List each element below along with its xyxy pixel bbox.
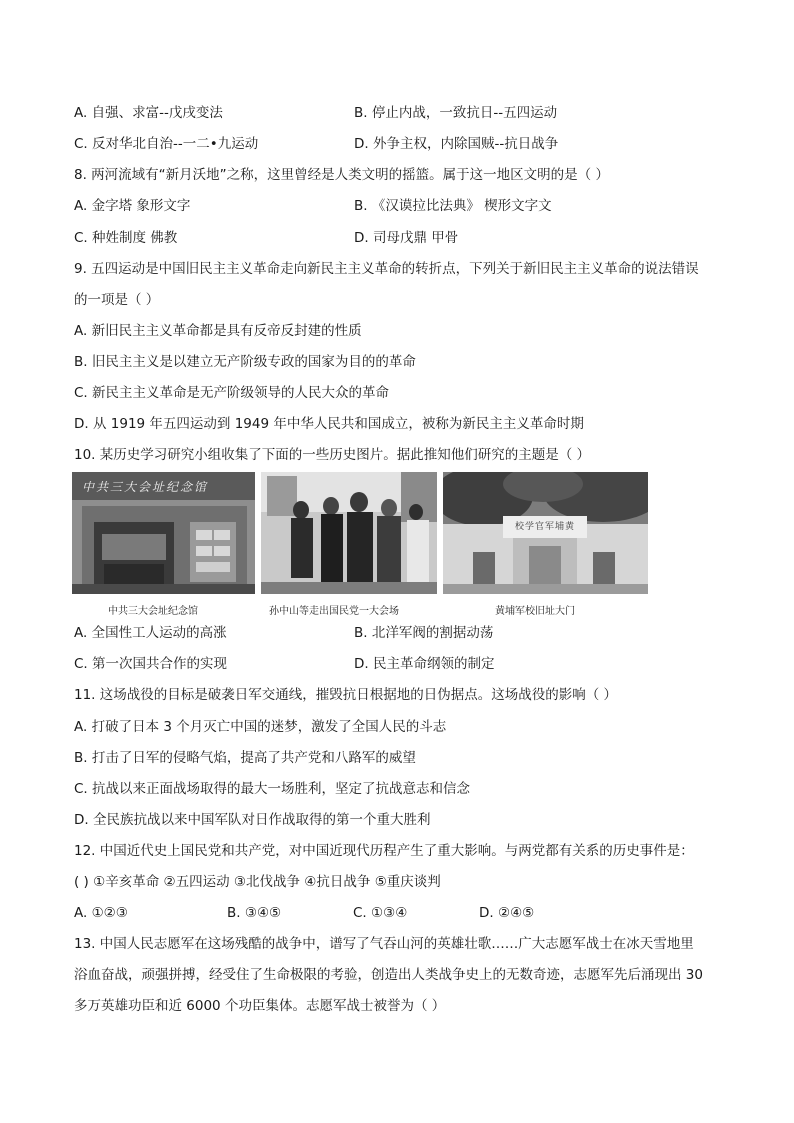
q10-photo-strip xyxy=(72,472,648,622)
q11-option-d: D. 全民族抗战以来中国军队对日作战取得的第一个重大胜利 xyxy=(74,812,431,828)
memorial-sign: 中共三大会址纪念馆 xyxy=(82,480,209,494)
q11-option-a: A. 打破了日本 3 个月灭亡中国的迷梦，激发了全国人民的斗志 xyxy=(74,719,447,735)
caption-sun-yatsen: 孙中山等走出国民党一大会场 xyxy=(269,606,399,617)
q12-stem-line2: ( ) ①辛亥革命 ②五四运动 ③北伐战争 ④抗日战争 ⑤重庆谈判 xyxy=(74,874,441,890)
whampoa-gate-photo xyxy=(443,472,648,594)
q12-option-b: B. ③④⑤ xyxy=(227,905,282,921)
q13-stem-line1: 13. 中国人民志愿军在这场残酷的战争中，谱写了气吞山河的英雄壮歌……广大志愿军战士在冰天雪地里 xyxy=(74,936,694,952)
q12-option-c: C. ①③④ xyxy=(353,905,408,921)
caption-whampoa: 黄埔军校旧址大门 xyxy=(495,606,575,617)
q13-stem-line2: 浴血奋战，顽强拼搏，经受住了生命极限的考验，创造出人类战争史上的无数奇迹，志愿军先后涌现出 30 xyxy=(74,967,703,983)
q11-option-c: C. 抗战以来正面战场取得的最大一场胜利，坚定了抗战意志和信念 xyxy=(74,781,471,797)
q10-option-b: B. 北洋军阀的割据动荡 xyxy=(354,625,494,641)
q9-option-a: A. 新旧民主主义革命都是具有反帝反封建的性质 xyxy=(74,323,362,339)
q9-stem-line2: 的一项是（ ） xyxy=(74,292,160,308)
q7-option-c: C. 反对华北自治--一二•九运动 xyxy=(74,136,259,152)
caption-memorial-hall: 中共三大会址纪念馆 xyxy=(108,606,198,617)
q11-option-b: B. 打击了日军的侵略气焰，提高了共产党和八路军的威望 xyxy=(74,750,416,766)
q11-stem: 11. 这场战役的目标是破袭日军交通线，摧毁抗日根据地的日伪据点。这场战役的影响（ ） xyxy=(74,687,618,703)
q8-option-d: D. 司母戊鼎 甲骨 xyxy=(354,230,459,246)
q9-option-b: B. 旧民主主义是以建立无产阶级专政的国家为目的的革命 xyxy=(74,354,416,370)
q8-option-b: B. 《汉谟拉比法典》 楔形文字文 xyxy=(354,198,552,214)
q8-option-c: C. 种姓制度 佛教 xyxy=(74,230,178,246)
q9-option-d: D. 从 1919 年五四运动到 1949 年中华人民共和国成立，被称为新民主主义革命时期 xyxy=(74,416,584,432)
q10-option-c: C. 第一次国共合作的实现 xyxy=(74,656,228,672)
q12-stem-line1: 12. 中国近代史上国民党和共产党，对中国近现代历程产生了重大影响。与两党都有关系的历史事件是： xyxy=(74,843,694,859)
q8-option-a: A. 金字塔 象形文字 xyxy=(74,198,191,214)
q12-option-a: A. ①②③ xyxy=(74,905,128,921)
q10-option-a: A. 全国性工人运动的高涨 xyxy=(74,625,227,641)
q7-option-d: D. 外争主权，内除国贼--抗日战争 xyxy=(354,136,559,152)
q8-stem: 8. 两河流域有“新月沃地”之称，这里曾经是人类文明的摇篮。属于这一地区文明的是（ ） xyxy=(74,167,609,183)
memorial-hall-photo xyxy=(72,472,255,594)
q12-option-d: D. ②④⑤ xyxy=(479,905,535,921)
q10-stem: 10. 某历史学习研究小组收集了下面的一些历史图片。据此推知他们研究的主题是（ ） xyxy=(74,447,591,463)
q13-stem-line3: 多万英雄功臣和近 6000 个功臣集体。志愿军战士被誉为（ ） xyxy=(74,998,446,1014)
q9-option-c: C. 新民主主义革命是无产阶级领导的人民大众的革命 xyxy=(74,385,390,401)
q7-option-b: B. 停止内战，一致抗日--五四运动 xyxy=(354,105,558,121)
q7-option-a: A. 自强、求富--戊戌变法 xyxy=(74,105,223,121)
sun-yatsen-photo xyxy=(261,472,437,594)
q10-option-d: D. 民主革命纲领的制定 xyxy=(354,656,495,672)
whampoa-sign: 校学官军埔黄 xyxy=(514,522,575,532)
q9-stem-line1: 9. 五四运动是中国旧民主主义革命走向新民主主义革命的转折点，下列关于新旧民主主义革命的说法错误 xyxy=(74,261,699,277)
